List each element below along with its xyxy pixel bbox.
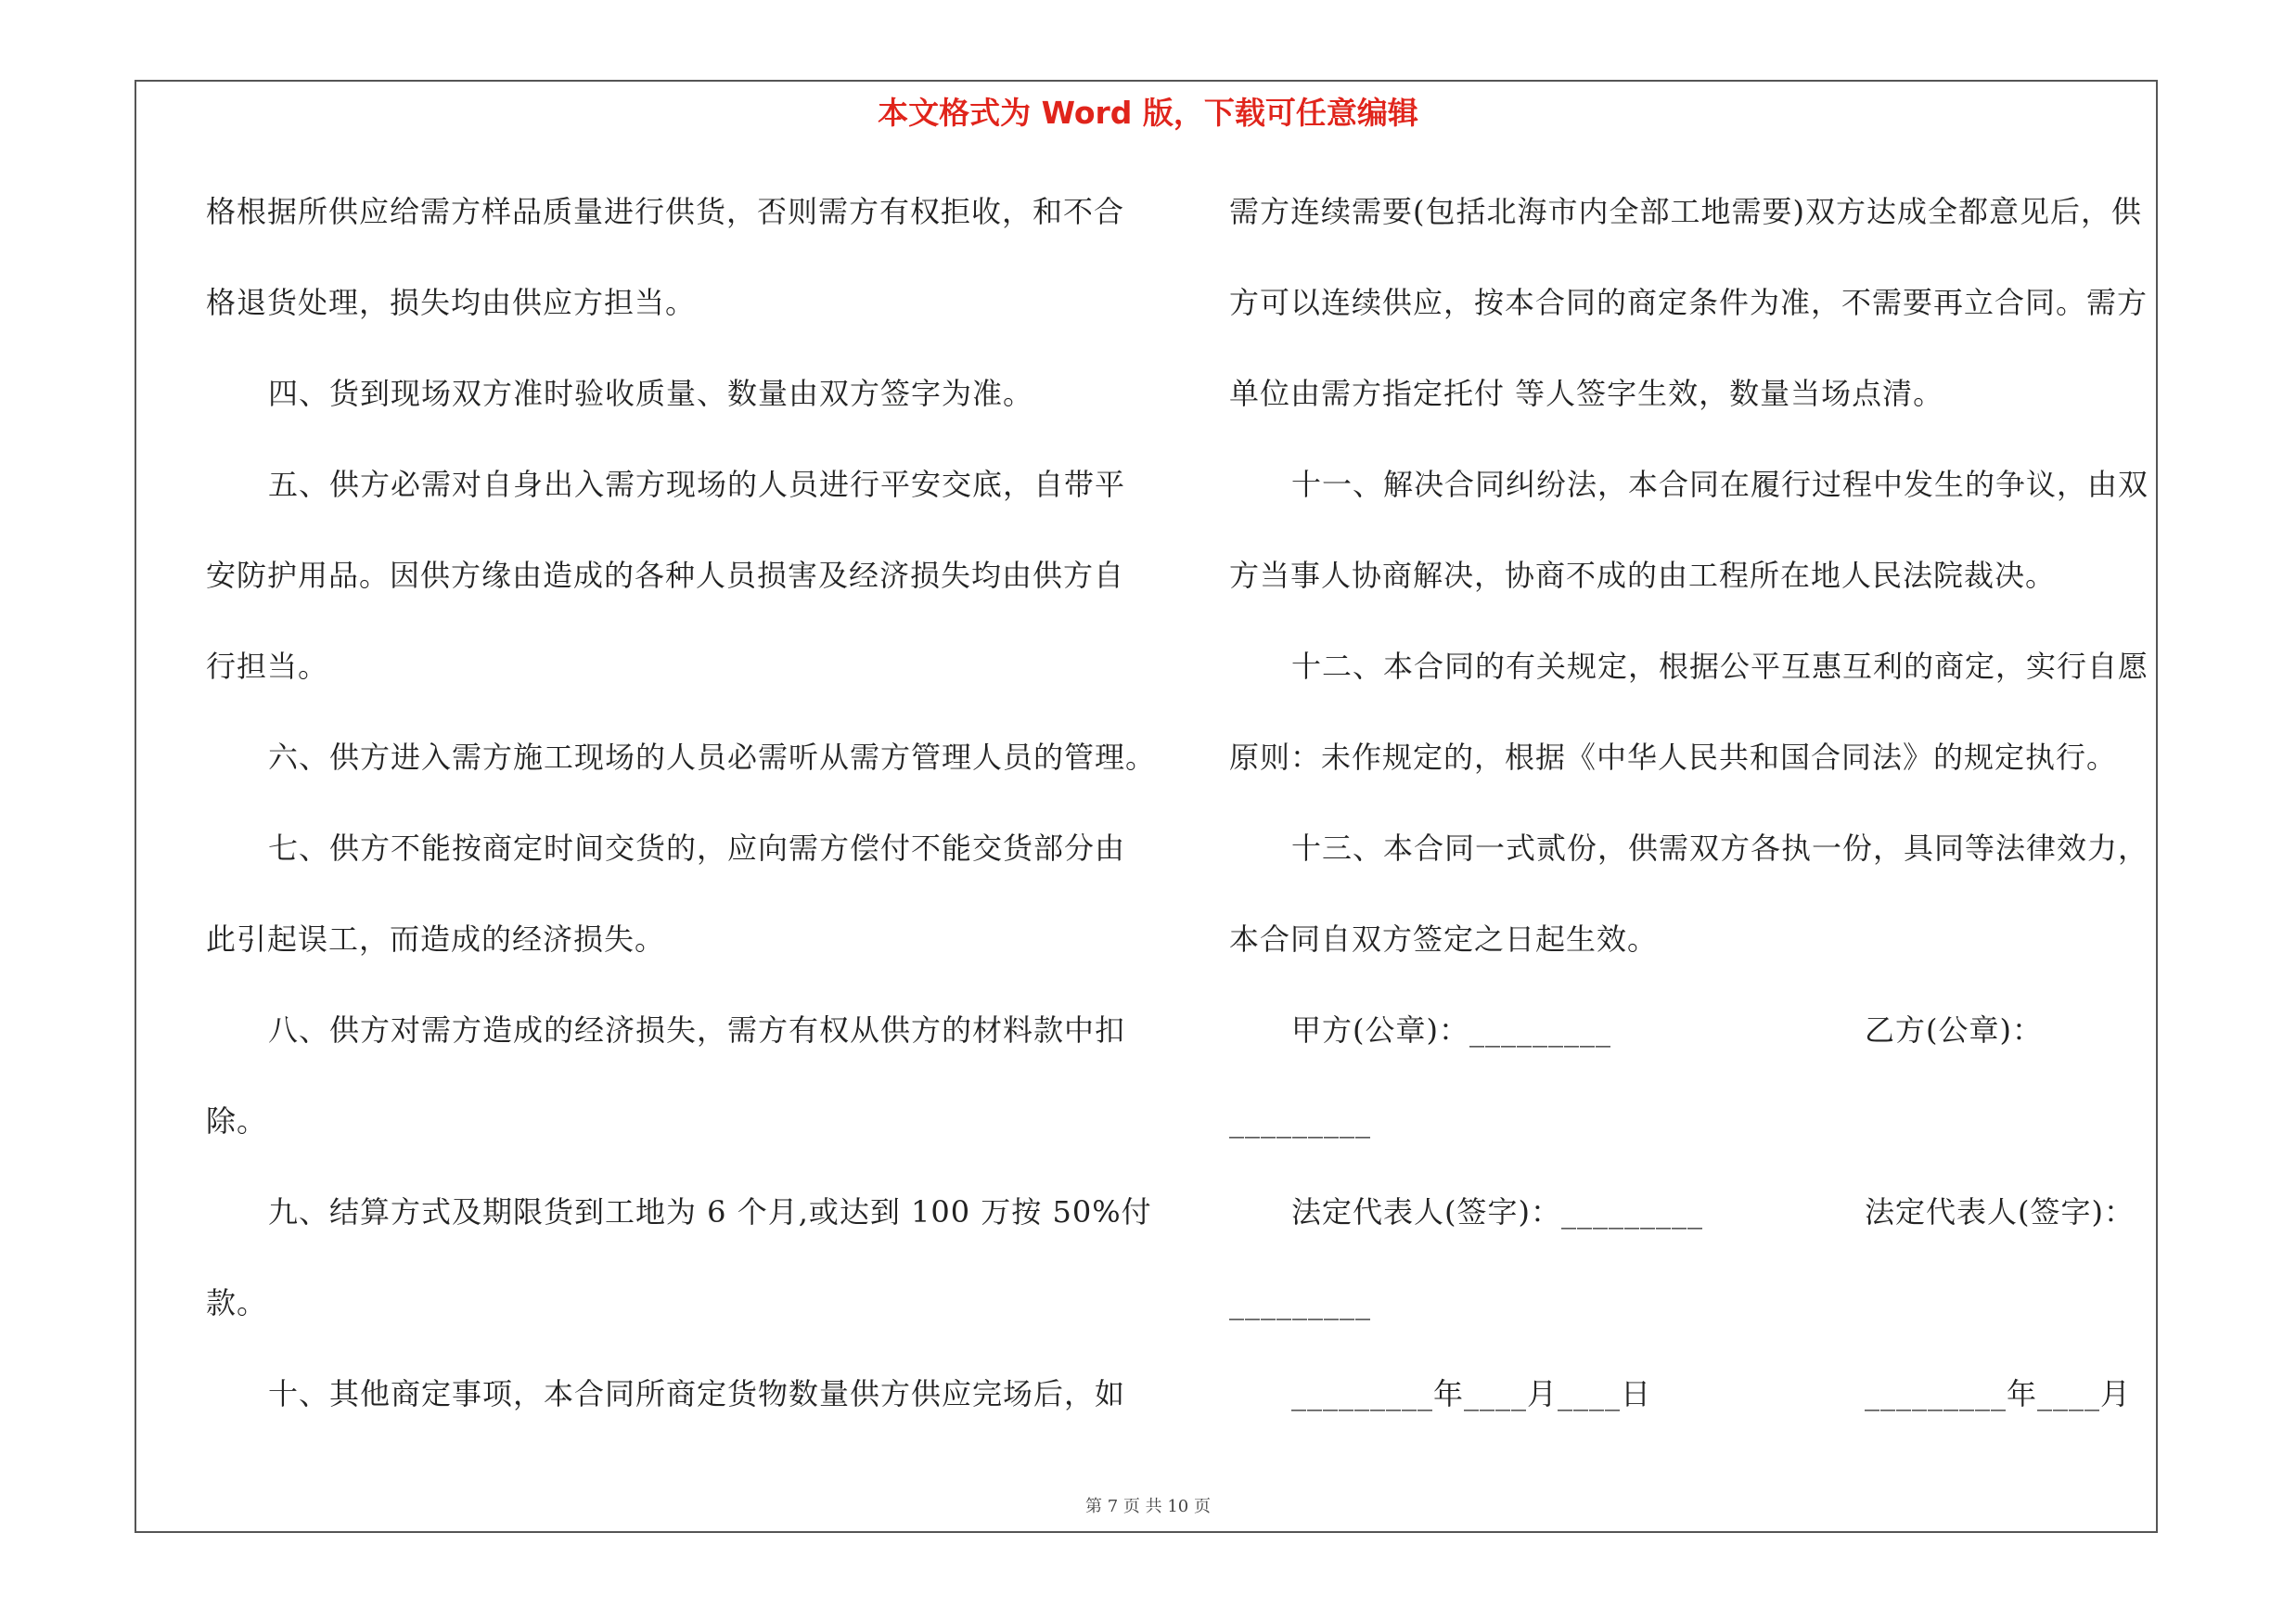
signature-blank-line: _________ bbox=[1229, 1285, 1371, 1320]
signature-party-row bbox=[1229, 1002, 2157, 1093]
clause-5: 五、供方必需对自身出入需方现场的人员进行平安交底，自带平 bbox=[268, 467, 1126, 502]
clause-13: 十三、本合同一式贰份，供需双方各执一份，具同等法律效力， bbox=[1291, 831, 2149, 866]
body-line: 本合同自双方签定之日起生效。 bbox=[1229, 921, 1659, 957]
clause-12: 十二、本合同的有关规定，根据公平互惠互利的商定，实行自愿 bbox=[1291, 649, 2149, 684]
party-a-date-field: _________年____月____日 bbox=[1291, 1376, 1652, 1411]
legal-rep-row bbox=[1229, 1184, 2157, 1275]
clause-6: 六、供方进入需方施工现场的人员必需听从需方管理人员的管理。 bbox=[268, 740, 1157, 775]
party-a-seal-field: 甲方(公章)：_________ bbox=[1291, 1012, 1611, 1048]
body-line: 格根据所供应给需方样品质量进行供货，否则需方有权拒收，和不合 bbox=[206, 194, 1125, 229]
party-b-date-field: _________年____月 bbox=[1865, 1376, 2132, 1411]
document-header-notice: 本文格式为 Word 版，下载可任意编辑 bbox=[878, 95, 1418, 131]
left-column bbox=[206, 184, 1157, 1457]
clause-9: 九、结算方式及期限货到工地为 6 个月,或达到 100 万按 50%付 bbox=[268, 1194, 1152, 1230]
page-number: 第 7 页 共 10 页 bbox=[1085, 1497, 1211, 1516]
body-line: 方当事人协商解决，协商不成的由工程所在地人民法院裁决。 bbox=[1229, 558, 2057, 593]
clause-7: 七、供方不能按商定时间交货的，应向需方偿付不能交货部分由 bbox=[268, 831, 1126, 866]
signature-blank-line: _________ bbox=[1229, 1103, 1371, 1139]
body-line: 款。 bbox=[206, 1285, 268, 1320]
body-line: 除。 bbox=[206, 1103, 268, 1139]
clause-8: 八、供方对需方造成的经济损失，需方有权从供方的材料款中扣 bbox=[268, 1012, 1126, 1048]
body-line: 需方连续需要(包括北海市内全部工地需要)双方达成全都意见后，供 bbox=[1229, 194, 2142, 229]
party-a-rep-field: 法定代表人(签字)：_________ bbox=[1291, 1194, 1703, 1230]
party-b-rep-field: 法定代表人(签字)： bbox=[1865, 1194, 2135, 1230]
clause-11: 十一、解决合同纠纷法，本合同在履行过程中发生的争议，由双 bbox=[1291, 467, 2149, 502]
body-line: 单位由需方指定托付 等人签字生效，数量当场点清。 bbox=[1229, 376, 1944, 411]
right-column bbox=[1229, 184, 2157, 1457]
date-row bbox=[1229, 1366, 2157, 1457]
party-b-seal-field: 乙方(公章)： bbox=[1865, 1012, 2043, 1048]
body-line: 行担当。 bbox=[206, 649, 329, 684]
body-line: 原则：未作规定的，根据《中华人民共和国合同法》的规定执行。 bbox=[1229, 740, 2118, 775]
body-line: 格退货处理，损失均由供应方担当。 bbox=[206, 285, 697, 320]
clause-10: 十、其他商定事项，本合同所商定货物数量供方供应完场后，如 bbox=[268, 1376, 1126, 1411]
body-line: 安防护用品。因供方缘由造成的各种人员损害及经济损失均由供方自 bbox=[206, 558, 1125, 593]
body-line: 此引起误工，而造成的经济损失。 bbox=[206, 921, 666, 957]
clause-4: 四、货到现场双方准时验收质量、数量由双方签字为准。 bbox=[268, 376, 1034, 411]
body-line: 方可以连续供应，按本合同的商定条件为准，不需要再立合同。需方 bbox=[1229, 285, 2148, 320]
